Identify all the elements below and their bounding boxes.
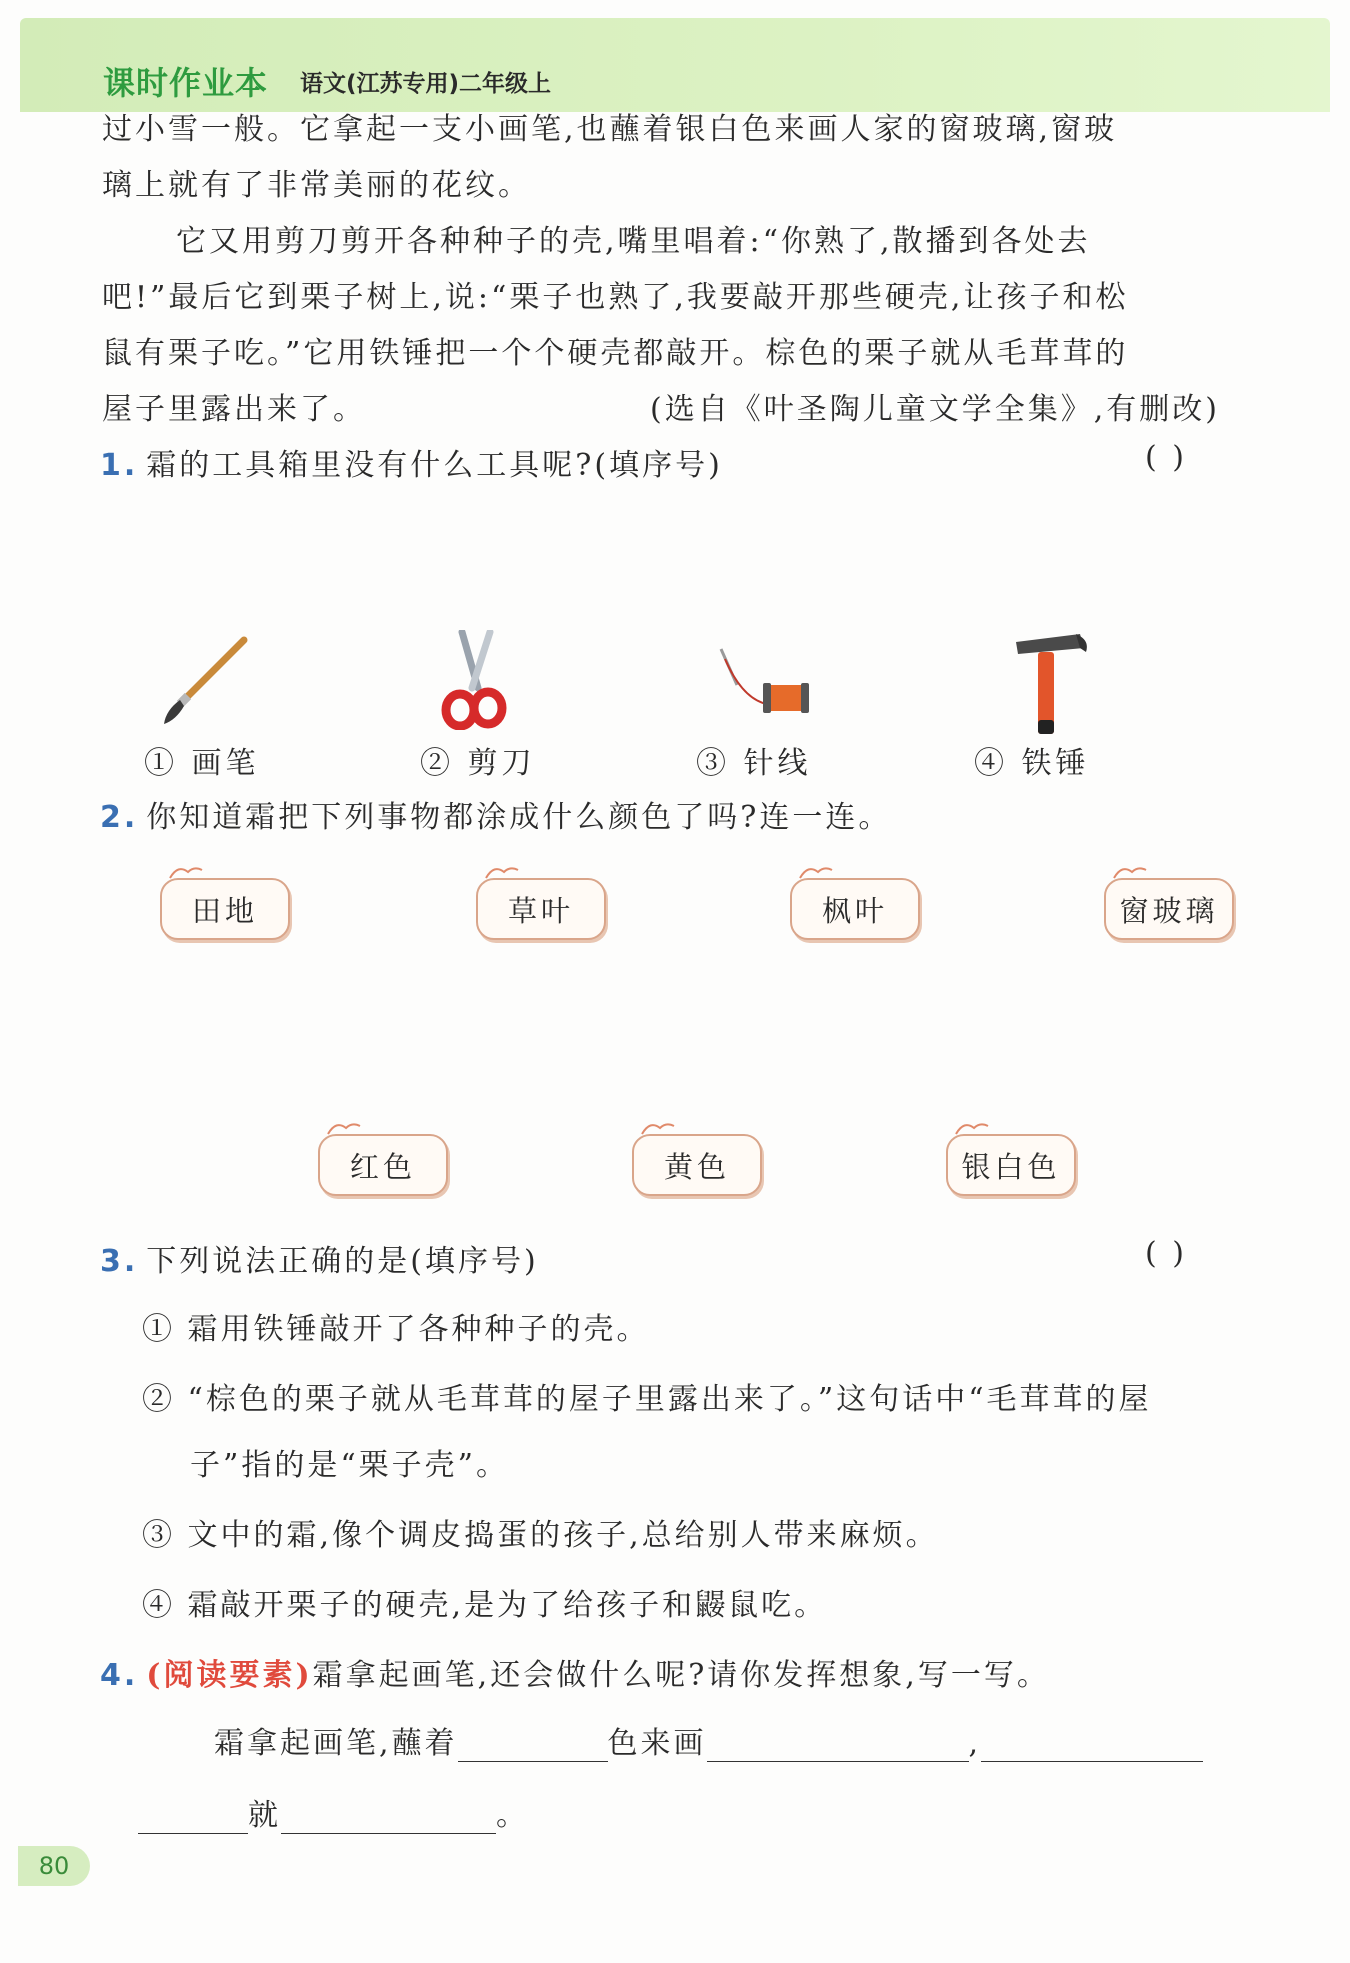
subject-title: 语文(江苏专用)二年级上 — [300, 71, 552, 97]
passage-line: 吧!”最后它到栗子树上,说:“栗子也熟了,我要敲开那些硬壳,让孩子和松 — [102, 280, 1129, 315]
question-text: 霜的工具箱里没有什么工具呢?(填序号) — [146, 448, 723, 483]
question-3 — [100, 1236, 539, 1280]
answer-paren[interactable]: ( ) — [1145, 1236, 1187, 1271]
fill-line-1 — [214, 1718, 1203, 1762]
blank-result[interactable] — [281, 1803, 496, 1834]
match-item-label: 窗玻璃 — [1119, 893, 1219, 928]
fill-text: 就 — [248, 1798, 281, 1833]
passage-line: 鼠有栗子吃。”它用铁锤把一个个硬壳都敲开。棕色的栗子就从毛茸茸的 — [102, 336, 1129, 371]
passage-line: 过小雪一般。它拿起一支小画笔,也蘸着银白色来画人家的窗玻璃,窗玻 — [102, 112, 1118, 147]
tool-option-scissors: ② 剪刀 — [420, 746, 536, 781]
fill-text: 色来画 — [607, 1726, 707, 1761]
match-color-yellow[interactable] — [632, 1134, 762, 1196]
brand-title: 课时作业本 — [103, 64, 269, 102]
match-item-label: 草叶 — [507, 893, 574, 928]
option-4: ④ 霜敲开栗子的硬壳,是为了给孩子和鼹鼠吃。 — [142, 1588, 828, 1623]
fill-line-2 — [138, 1790, 529, 1834]
option-3: ③ 文中的霜,像个调皮捣蛋的孩子,总给别人带来麻烦。 — [142, 1518, 939, 1553]
match-color-silver-white[interactable] — [946, 1134, 1076, 1196]
fill-text: , — [968, 1726, 982, 1761]
match-item-maple-leaf[interactable] — [790, 878, 920, 940]
match-item-label: 田地 — [191, 893, 258, 928]
blank-object-2[interactable] — [981, 1731, 1203, 1762]
tool-option-needle-thread: ③ 针线 — [696, 746, 812, 781]
match-item-label: 枫叶 — [821, 893, 888, 928]
page-number: 80 — [18, 1846, 90, 1886]
question-number: 1. — [100, 448, 139, 483]
passage-source: (选自《叶圣陶儿童文学全集》,有删改) — [650, 392, 1220, 427]
leaf-decoration-icon — [640, 1120, 676, 1136]
tool-option-brush: ① 画笔 — [144, 746, 260, 781]
match-color-label: 红色 — [349, 1149, 416, 1184]
leaf-decoration-icon — [954, 1120, 990, 1136]
fill-text: 。 — [496, 1798, 529, 1833]
leaf-decoration-icon — [326, 1120, 362, 1136]
option-2: ② “棕色的栗子就从毛茸茸的屋子里露出来了。”这句话中“毛茸茸的屋 — [142, 1382, 1152, 1417]
question-number: 4. — [100, 1658, 139, 1693]
option-1: ① 霜用铁锤敲开了各种种子的壳。 — [142, 1312, 650, 1347]
paintbrush-icon — [158, 636, 248, 726]
question-text: 你知道霜把下列事物都涂成什么颜色了吗?连一连。 — [146, 800, 892, 835]
leaf-decoration-icon — [798, 864, 834, 880]
hammer-icon — [1010, 628, 1090, 738]
match-color-label: 银白色 — [961, 1149, 1061, 1184]
match-item-field[interactable] — [160, 878, 290, 940]
question-1 — [100, 440, 723, 484]
answer-paren[interactable]: ( ) — [1145, 440, 1187, 475]
leaf-decoration-icon — [168, 864, 204, 880]
question-number: 2. — [100, 800, 139, 835]
question-2 — [100, 792, 891, 836]
scissors-icon — [440, 630, 510, 730]
match-color-label: 黄色 — [663, 1149, 730, 1184]
blank-color[interactable] — [458, 1731, 608, 1762]
question-text: 下列说法正确的是(填序号) — [146, 1244, 539, 1279]
leaf-decoration-icon — [1112, 864, 1148, 880]
question-4 — [100, 1650, 1050, 1694]
option-2-continued: 子”指的是“栗子壳”。 — [190, 1448, 510, 1483]
needle-thread-icon — [715, 645, 815, 725]
match-item-grass-leaf[interactable] — [476, 878, 606, 940]
question-text: 霜拿起画笔,还会做什么呢?请你发挥想象,写一写。 — [312, 1658, 1050, 1693]
passage-line: 屋子里露出来了。 — [102, 392, 366, 427]
blank-object[interactable] — [707, 1731, 969, 1762]
fill-text: 霜拿起画笔,蘸着 — [214, 1726, 458, 1761]
match-item-window-glass[interactable] — [1104, 878, 1234, 940]
blank-object-cont[interactable] — [138, 1803, 248, 1834]
match-color-red[interactable] — [318, 1134, 448, 1196]
leaf-decoration-icon — [484, 864, 520, 880]
passage-line: 它又用剪刀剪开各种种子的壳,嘴里唱着:“你熟了,散播到各处去 — [176, 224, 1091, 259]
question-number: 3. — [100, 1244, 139, 1279]
tool-option-hammer: ④ 铁锤 — [974, 746, 1090, 781]
reading-element-tag: (阅读要素) — [146, 1658, 313, 1693]
passage-line: 璃上就有了非常美丽的花纹。 — [102, 168, 531, 203]
